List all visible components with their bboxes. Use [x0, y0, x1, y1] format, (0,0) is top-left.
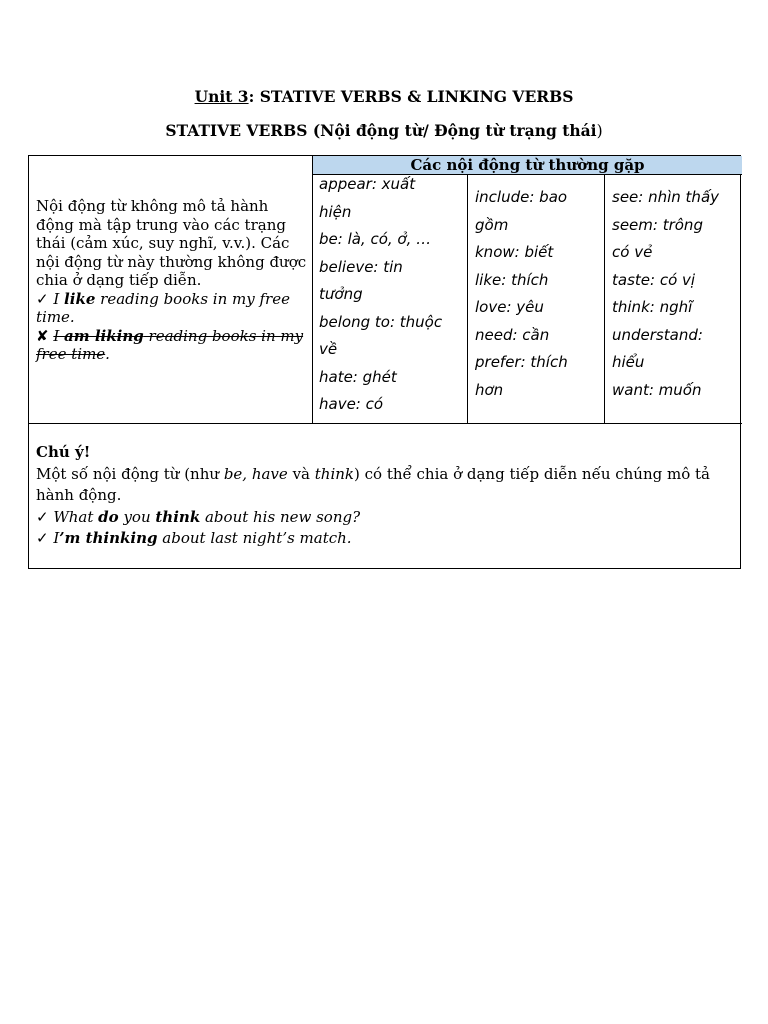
cross-icon: ✘ [36, 326, 54, 345]
list-item: hate: ghét [319, 367, 397, 386]
list-item: understand: [612, 325, 703, 344]
list-item: like: thích [475, 270, 549, 289]
check-icon: ✓ [36, 507, 54, 526]
list-item: want: muốn [612, 380, 702, 399]
note-example-2: ✓ I’m thinking about last night’s match. [36, 529, 352, 547]
list-item: taste: có vị [612, 270, 696, 289]
verbs-header: Các nội động từ thường gặp [313, 156, 742, 174]
stative-verbs-table [28, 155, 741, 569]
list-item: love: yêu [475, 298, 544, 316]
incorrect-example: ✘ I am liking reading books in my free time. [36, 326, 304, 363]
list-item: see: nhìn thấy [612, 188, 720, 206]
definition-cell [36, 197, 308, 364]
list-item: need: cần [475, 325, 550, 344]
note-heading: Chú ý! [36, 443, 91, 461]
verb-column-1 [319, 171, 469, 419]
verb-column-2 [475, 184, 607, 404]
list-item: tưởng [319, 285, 363, 303]
note-example-1: ✓ What do you think about his new song? [36, 507, 361, 526]
section-title [0, 121, 768, 140]
list-item: include: bao [475, 188, 568, 206]
unit-title [0, 87, 768, 106]
section-title-main: STATIVE VERBS (Nội động từ/ Động từ trạng thái [165, 121, 597, 140]
list-item: hiện [319, 202, 352, 221]
correct-example: ✓ I like reading books in my free time. [36, 289, 290, 326]
section-title-close: ) [596, 122, 603, 140]
verb-column-3 [612, 184, 740, 404]
unit-title-rest: : STATIVE VERBS & LINKING VERBS [248, 87, 574, 106]
list-item: know: biết [475, 243, 554, 261]
list-item: belong to: thuộc [319, 312, 443, 331]
list-item: prefer: thích [475, 353, 568, 371]
list-item: appear: xuất [319, 175, 416, 193]
list-item: hơn [475, 380, 504, 399]
definition-text: Nội động từ không mô tả hành động mà tập trung vào các trạng thái (cảm xúc, suy nghĩ, v.v.). Các nội động từ này thường không được chia ở dạng tiếp diễn. [36, 197, 307, 289]
list-item: believe: tin [319, 257, 403, 276]
list-item: gồm [475, 215, 509, 234]
note-cell [36, 442, 736, 550]
table-divider-left [312, 156, 313, 424]
table-row-divider [29, 423, 742, 424]
list-item: về [319, 340, 338, 358]
list-item: have: có [319, 395, 384, 413]
unit-label: Unit 3 [194, 87, 249, 106]
list-item: be: là, có, ở, … [319, 230, 432, 248]
list-item: có vẻ [612, 243, 653, 261]
list-item: think: nghĩ [612, 298, 693, 316]
list-item: hiểu [612, 353, 645, 371]
check-icon: ✓ [36, 289, 54, 308]
check-icon: ✓ [36, 529, 54, 547]
note-text: Một số nội động từ (như be, have và think) có thể chia ở dạng tiếp diễn nếu chúng mô tả hành động. [36, 464, 710, 504]
list-item: seem: trông [612, 215, 703, 234]
